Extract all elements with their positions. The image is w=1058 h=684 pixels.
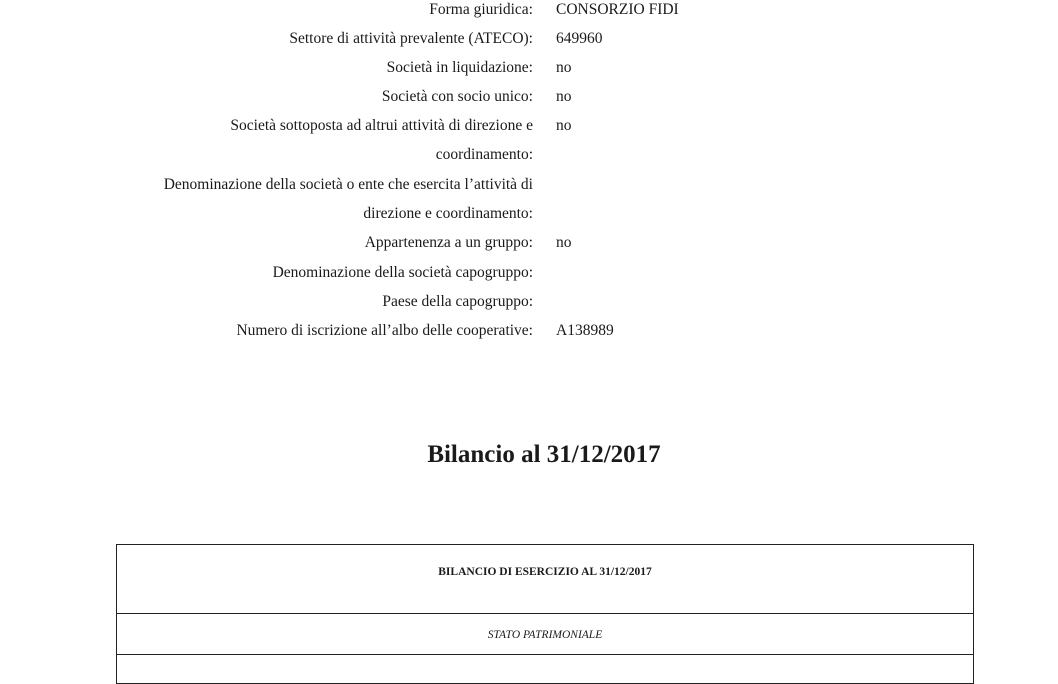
info-value: no	[556, 117, 572, 134]
info-label: direzione e coordinamento:	[363, 205, 533, 222]
info-value: A138989	[556, 322, 614, 339]
info-row-liquidation	[0, 58, 1058, 87]
info-row-parent-country	[0, 292, 1058, 321]
info-row-parent-name	[0, 263, 1058, 292]
info-row-sole-shareholder	[0, 87, 1058, 116]
info-row-direction-cont	[0, 145, 1058, 174]
financial-statement-box	[116, 544, 974, 684]
info-value: CONSORZIO FIDI	[556, 1, 679, 18]
info-label: Paese della capogruppo:	[382, 293, 533, 310]
info-label: Settore di attività prevalente (ATECO):	[289, 30, 533, 47]
info-label: Società in liquidazione:	[386, 59, 533, 76]
info-label: Società con socio unico:	[381, 88, 533, 105]
info-label: Appartenenza a un gruppo:	[364, 234, 533, 251]
info-label: Numero di iscrizione all’albo delle cooperative:	[236, 322, 533, 339]
info-row-coop-registry	[0, 321, 1058, 350]
info-label: Forma giuridica:	[429, 1, 533, 18]
info-row-ateco	[0, 29, 1058, 58]
info-row-direction	[0, 116, 1058, 145]
info-row-directing-entity	[0, 175, 1058, 204]
info-row-directing-entity-cont	[0, 204, 1058, 233]
info-label: Società sottoposta ad altrui attività di direzione e	[230, 117, 533, 134]
info-value: no	[556, 59, 572, 76]
statement-section-title: STATO PATRIMONIALE	[117, 614, 973, 655]
info-label: Denominazione della società o ente che esercita l’attività di	[163, 176, 533, 193]
info-value: no	[556, 88, 572, 105]
info-row-group	[0, 233, 1058, 262]
statement-header: BILANCIO DI ESERCIZIO AL 31/12/2017	[117, 545, 973, 614]
info-row-legal-form	[0, 0, 1058, 29]
info-value: 649960	[556, 30, 603, 47]
info-label: Denominazione della società capogruppo:	[272, 264, 533, 281]
info-value: no	[556, 234, 572, 251]
info-label: coordinamento:	[435, 146, 533, 163]
document-title: Bilancio al 31/12/2017	[427, 441, 661, 468]
